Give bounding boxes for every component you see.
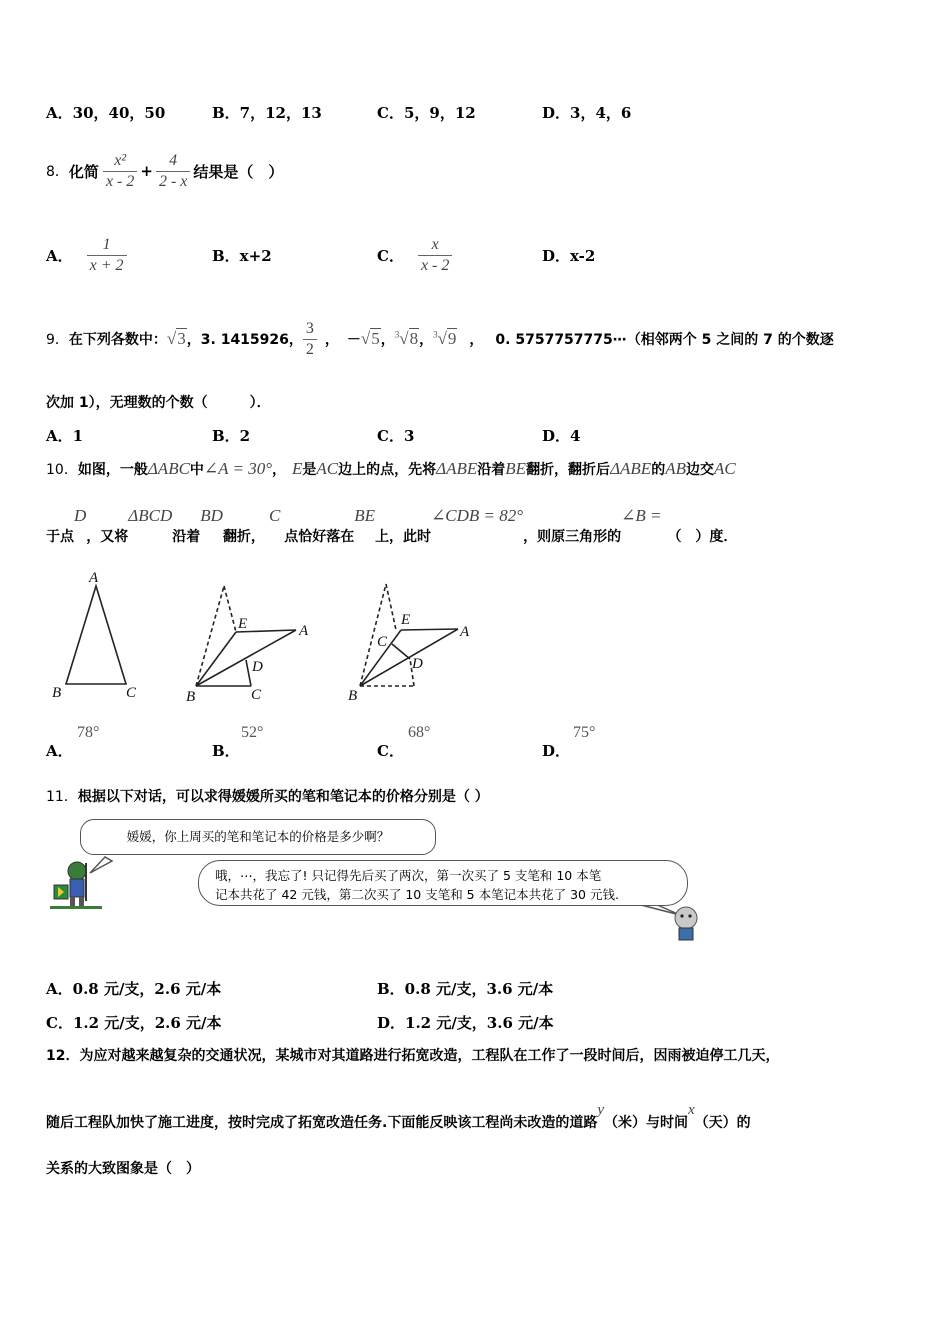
q9-cbrt8: $^3$√8 [394,329,419,348]
q7-option-c: C．5，9，12 [377,104,476,122]
q12-var-x: x [688,1102,695,1118]
boy-head [675,907,697,929]
q10-u6: 上，此时 [375,529,432,545]
q9-option-b: B．2 [212,427,251,445]
q12-var-y: y [597,1102,604,1118]
q12-line2b: （米）与时间 [604,1115,688,1131]
fig3-cd [392,644,410,659]
fig3-label-e: E [401,612,411,628]
q10-n6: ∠CDB = 82° [431,506,524,525]
q10-m9: AC [713,459,736,478]
fig2-label-b: B [186,689,196,705]
q10-t3: ， [272,462,287,478]
q9-option-d: D．4 [542,427,581,445]
q8-frac2-den: 2 - x [156,171,190,191]
q10-line2 [46,506,737,546]
q9-option-c: C．3 [377,427,415,445]
q10-t8: 的 [651,462,666,478]
fig3-label-c: C [377,634,388,650]
fig2-dashed-ab [196,586,224,686]
girl-head [68,862,86,880]
q10-u7: ，则原三角形的 [523,529,622,545]
q8-prefix: 化简 [68,162,99,181]
q9-fraction [303,320,317,359]
q10-t9: 边交 [685,462,714,478]
q10-u5: 点恰好落在 [284,529,355,545]
q8-frac1-num: x² [114,151,127,169]
q10-u3: 沿着 [172,529,201,545]
q9-sep3: ， [419,332,434,348]
q9-cbrt9-radicand: 9 [447,329,457,348]
q8-option-d: D．x-2 [542,247,596,265]
fig1-triangle [66,586,126,684]
q8-a-den: x + 2 [87,255,127,275]
q10-t6: 沿着 [477,462,506,478]
q10-option-b-label: B． [212,742,240,760]
q10-m7: ΔABE [610,459,652,478]
q10-u4: 翻折， [222,529,265,545]
q8-option-a-label: A． [46,246,73,265]
q8-c-num: x [431,235,439,253]
q8-option-c-fraction [418,236,452,275]
q10-t2: 中 [189,462,204,478]
bubble2-line1: 哦，⋯，我忘了! 只记得先后买了两次，第一次买了 5 支笔和 10 本笔 [215,868,602,883]
q10-m4: AC [316,459,339,478]
q10-t4: 是 [302,462,317,478]
boy-eye-right [688,914,691,917]
q10-u2: ，又将 [86,529,129,545]
q11-number: 11． [46,789,78,805]
q8-plus: + [140,162,153,180]
q11-option-a: A．0.8 元/支，2.6 元/本 [46,980,222,998]
q10-t1: 如图，一般 [77,462,148,478]
girl-leg-right [79,897,84,906]
q10-option-a-label: A． [46,742,73,760]
q9-sqrt5-radicand: 5 [371,329,380,348]
boy-eye-left [680,914,683,917]
fig2-dashed-ae [224,586,236,632]
bubble1-tail [90,857,112,873]
q9-sep1: ， [324,332,339,348]
fig3-label-d: D [412,656,423,672]
ground [50,906,102,909]
q8-option-b: B．x+2 [212,247,272,265]
q10-n5: BE [354,506,376,525]
q8-a-num: 1 [102,235,111,253]
q10-option-d-label: D． [542,742,571,760]
q9-sep4: ， [469,332,484,348]
q9-option-a: A．1 [46,427,84,445]
q9-cbrt9: $^3$√9 [433,329,457,348]
fig3-label-b: B [348,688,358,704]
q10-m8: AB [665,459,686,478]
q9-number: 9． [46,332,69,348]
fig2-label-c: C [251,687,262,703]
q10-n7: ∠B = [621,506,662,525]
q10-n4: C [268,506,281,525]
q9-frac-den: 2 [303,339,317,359]
q9-stem [46,304,834,374]
fig1-label-a: A [89,570,99,586]
q8-c-den: x - 2 [418,255,452,275]
q12-line2 [46,1102,751,1132]
q8-option-a [46,222,127,288]
q9-sqrt3-radicand: 3 [177,329,186,348]
q10-n1: D [74,506,87,525]
q10-option-c-label: C． [377,742,404,760]
girl-body [70,879,84,897]
q10-m1: ΔABC [147,459,190,478]
q10-figures [46,566,486,711]
q10-option-b-value: 52° [241,724,264,741]
q8-stem [46,136,283,206]
q10-u8: （ ）度． [667,529,738,545]
fig3-dashed-ae [386,584,396,630]
fig2-be [196,632,236,686]
q12-line1: 12．为应对越来越复杂的交通状况，某城市对其道路进行拓宽改造，工程队在工作了一段时间后，因雨被迫停工几天， [46,1048,780,1064]
q7-option-d: D．3，4，6 [542,104,632,122]
dialogue-bubble-question [80,819,436,855]
q12-line2c: （天）的 [694,1115,751,1131]
q9-sep2: ， [380,332,395,348]
q9-neg-sign: － [346,332,361,348]
q10-m2: ∠A = 30° [203,459,273,478]
fig3-ea [401,629,458,630]
q9-frac-num: 3 [305,319,314,337]
q10-n3: BD [200,506,223,525]
q8-fraction-2 [156,152,190,191]
q11-option-c: C．1.2 元/支，2.6 元/本 [46,1014,222,1032]
q10-option-a-value: 78° [77,724,100,741]
q10-t7: 翻折，翻折后 [526,462,611,478]
boy-figure-icon [675,907,697,940]
q8-number: 8． [46,164,69,180]
q10-option-c-value: 68° [408,724,431,741]
q9-decimal: 0. 5757757775⋯（相邻两个 5 之间的 7 的个数逐 [495,332,834,348]
q10-option-d-value: 75° [573,724,596,741]
boy-body [679,928,693,940]
q12-line2a: 随后工程队加快了施工进度，按时完成了拓宽改造任务.下面能反映该工程尚未改造的道路 [46,1115,598,1131]
q11-option-d: D．1.2 元/支，3.6 元/本 [377,1014,554,1032]
fig1-label-b: B [52,685,62,701]
q8-option-c-label: C． [377,246,404,265]
fig2-ba [196,630,296,686]
q9-line2: 次加 1），无理数的个数（ ）． [46,395,271,411]
q10-t5: 边上的点，先将 [338,462,437,478]
q9-intro: 在下列各数中： [68,332,167,348]
q10-number: 10． [46,462,78,478]
q10-line1 [46,456,736,482]
q7-option-b: B．7，12，13 [212,104,322,122]
q11-text: 根据以下对话，可以求得媛媛所买的笔和笔记本的价格分别是（ ） [77,789,489,805]
fig2-label-e: E [238,616,248,632]
q7-option-a: A．30，40，50 [46,104,166,122]
bubble1-text: 媛媛，你上周买的笔和笔记本的价格是多少啊？ [126,829,390,844]
q10-figure-2 [196,586,296,686]
fig1-label-c: C [126,685,137,701]
dialogue-bubble-answer [198,860,688,906]
q10-figure-1 [66,586,126,684]
fig2-cd [246,660,251,686]
q10-m5: ΔABE [436,459,478,478]
fig3-label-a: A [460,624,470,640]
q10-u1: 于点 [46,529,74,545]
bubble2-line2: 记本共花了 42 元钱，第二次买了 10 支笔和 5 本笔记本共花了 30 元钱. [215,887,619,902]
q10-m6: BE [505,459,527,478]
q9-pi-value: ，3. 1415926， [186,332,303,348]
q8-frac1-den: x - 2 [103,171,137,191]
q8-option-c [377,222,452,288]
q11-option-b: B．0.8 元/支，3.6 元/本 [377,980,554,998]
q11-stem [46,786,489,806]
fig2-label-a: A [299,623,309,639]
q10-m3: E [292,459,303,478]
q9-cbrt8-radicand: 8 [409,329,419,348]
q10-figure-2-labels [186,616,309,705]
q12-line3: 关系的大致图象是（ ） [46,1161,200,1177]
q8-fraction-1 [103,152,137,191]
q9-sqrt3: √3 [166,329,186,348]
q8-frac2-num: 4 [169,151,178,169]
girl-leg-left [70,897,75,906]
q8-option-a-fraction [87,236,127,275]
q8-suffix: 结果是（ ） [193,162,284,181]
q9-sqrt5: √5 [360,329,380,348]
q10-figure-3 [360,584,458,686]
fig2-label-d: D [252,659,263,675]
q10-n2: ΔBCD [128,506,173,525]
